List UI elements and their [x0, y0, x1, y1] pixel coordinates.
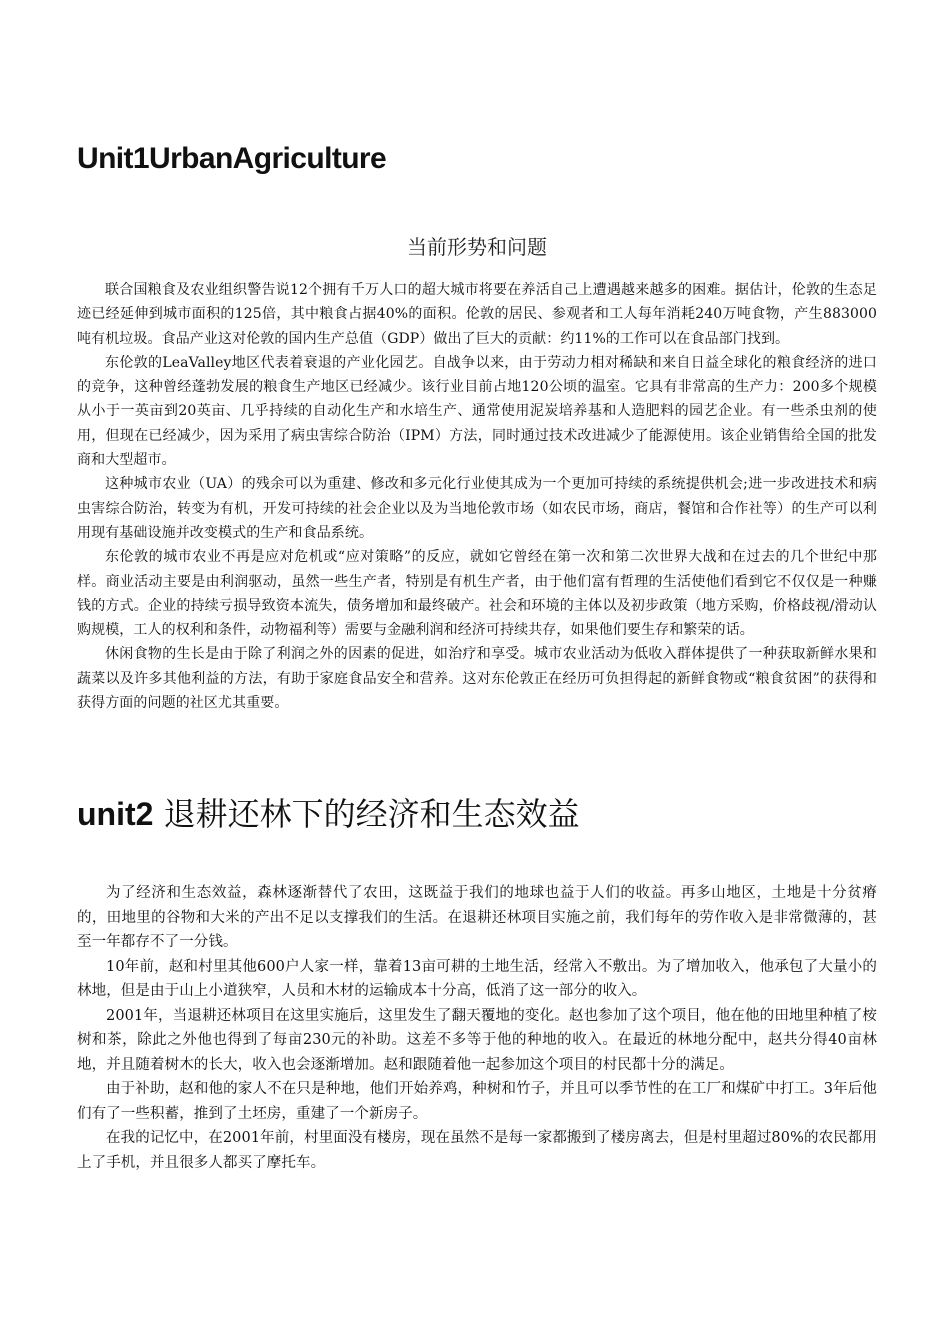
unit2-paragraph-1: 为了经济和生态效益，森林逐渐替代了农田，这既益于我们的地球也益于人们的收益。再多山地区，土地是十分贫瘠的，田地里的谷物和大米的产出不足以支撑我们的生活。在退耕还林项目实施之前，我们每年的劳作收入是非常微薄的，甚至一年都存不了一分钱。 [77, 885, 877, 950]
unit1-paragraph-1: 联合国粮食及农业组织警告说12个拥有千万人口的超大城市将要在养活自己上遭遇越来越多的困难。据估计，伦敦的生态足迹已经延伸到城市面积的125倍，其中粮食占据40%的面积。伦敦的居民、参观者和工人每年消耗240万吨食物，产生883000吨有机垃圾。食品产业这对伦敦的国内生产总值（GDP）做出了巨大的贡献：约11%的工作可以在食品部门找到。 [77, 282, 877, 347]
unit1-paragraph-2: 东伦敦的LeaValley地区代表着衰退的产业化园艺。自战争以来，由于劳动力相对稀缺和来自日益全球化的粮食经济的进口的竞争，这种曾经蓬勃发展的粮食生产地区已经减少。该行业目前占地120公顷的温室。它具有非常高的生产力：200多个规模从小于一英亩到20英亩、几乎持续的自动化生产和水培生产、通常使用泥炭培养基和人造肥料的园艺企业。有一些杀虫剂的使用，但现在已经减少，因为采用了病虫害综合防治（IPM）方法，同时通过技术改进减少了能源使用。该企业销售给全国的批发商和大型超市。 [77, 354, 877, 469]
section-heading: 当前形势和问题 [407, 235, 547, 259]
unit1-paragraph-3: 这种城市农业（UA）的残余可以为重建、修改和多元化行业使其成为一个更加可持续的系统提供机会;进一步改进技术和病虫害综合防治，转变为有机，开发可持续的社会企业以及为当地伦敦市场（如农民市场，商店，餐馆和合作社等）的生产可以利用现有基础设施并改变模式的生产和食品系统。 [77, 476, 877, 541]
unit2-paragraph-5: 在我的记忆中，在2001年前，村里面没有楼房，现在虽然不是每一家都搬到了楼房离去，但是村里超过80%的农民都用上了手机，并且很多人都买了摩托车。 [77, 1130, 877, 1171]
unit2-paragraph-2: 10年前，赵和村里其他600户人家一样，靠着13亩可耕的土地生活，经常入不敷出。为了增加收入，他承包了大量小的林地，但是由于山上小道狭窄，人员和木材的运输成本十分高，低消了这一部分的收入。 [77, 958, 877, 999]
unit2-paragraph-3: 2001年，当退耕还林项目在这里实施后，这里发生了翻天覆地的变化。赵也参加了这个项目，他在他的田地里种植了桉树和茶，除此之外他也得到了每亩230元的补助。这差不多等于他的种地的收入。在最近的林地分配中，赵共分得40亩林地，并且随着树木的长大，收入也会逐渐增加。赵和跟随着他一起参加这个项目的村民都十分的满足。 [77, 1007, 877, 1073]
unit2-title-label: unit2 [77, 796, 154, 832]
unit2-paragraph-4: 由于补助，赵和他的家人不在只是种地，他们开始养鸡，种树和竹子，并且可以季节性的在工厂和煤矿中打工。3年后他们有了一些积蓄，推到了土坯房，重建了一个新房子。 [77, 1081, 877, 1122]
unit1-paragraph-4: 东伦敦的城市农业不再是应对危机或“应对策略”的反应，就如它曾经在第一次和第二次世界大战和在过去的几个世纪中那样。商业活动主要是由利润驱动，虽然一些生产者，特别是有机生产者，由于他们富有哲理的生活使他们看到它不仅仅是一种赚钱的方式。企业的持续亏损导致资本流失，债务增加和最终破产。社会和环境的主体以及初步政策（地方采购，价格歧视/滑动认购规模，工人的权利和条件，动物福利等）需要与金融利润和经济可持续共存，如果他们要生存和繁荣的话。 [77, 549, 877, 639]
unit2-title [77, 792, 877, 836]
unit2-title-text: 退耕还林下的经济和生态效益 [163, 795, 580, 833]
unit1-title: Unit1UrbanAgriculture [77, 142, 387, 175]
unit1-paragraph-5: 休闲食物的生长是由于除了利润之外的因素的促进，如治疗和享受。城市农业活动为低收入群体提供了一种获取新鲜水果和蔬菜以及许多其他利益的方法，有助于家庭食品安全和营养。这对东伦敦正在经历可负担得起的新鲜食物或“粮食贫困”的获得和获得方面的问题的社区尤其重要。 [77, 646, 877, 712]
unit1-body [77, 278, 877, 715]
unit2-body [77, 881, 877, 1175]
